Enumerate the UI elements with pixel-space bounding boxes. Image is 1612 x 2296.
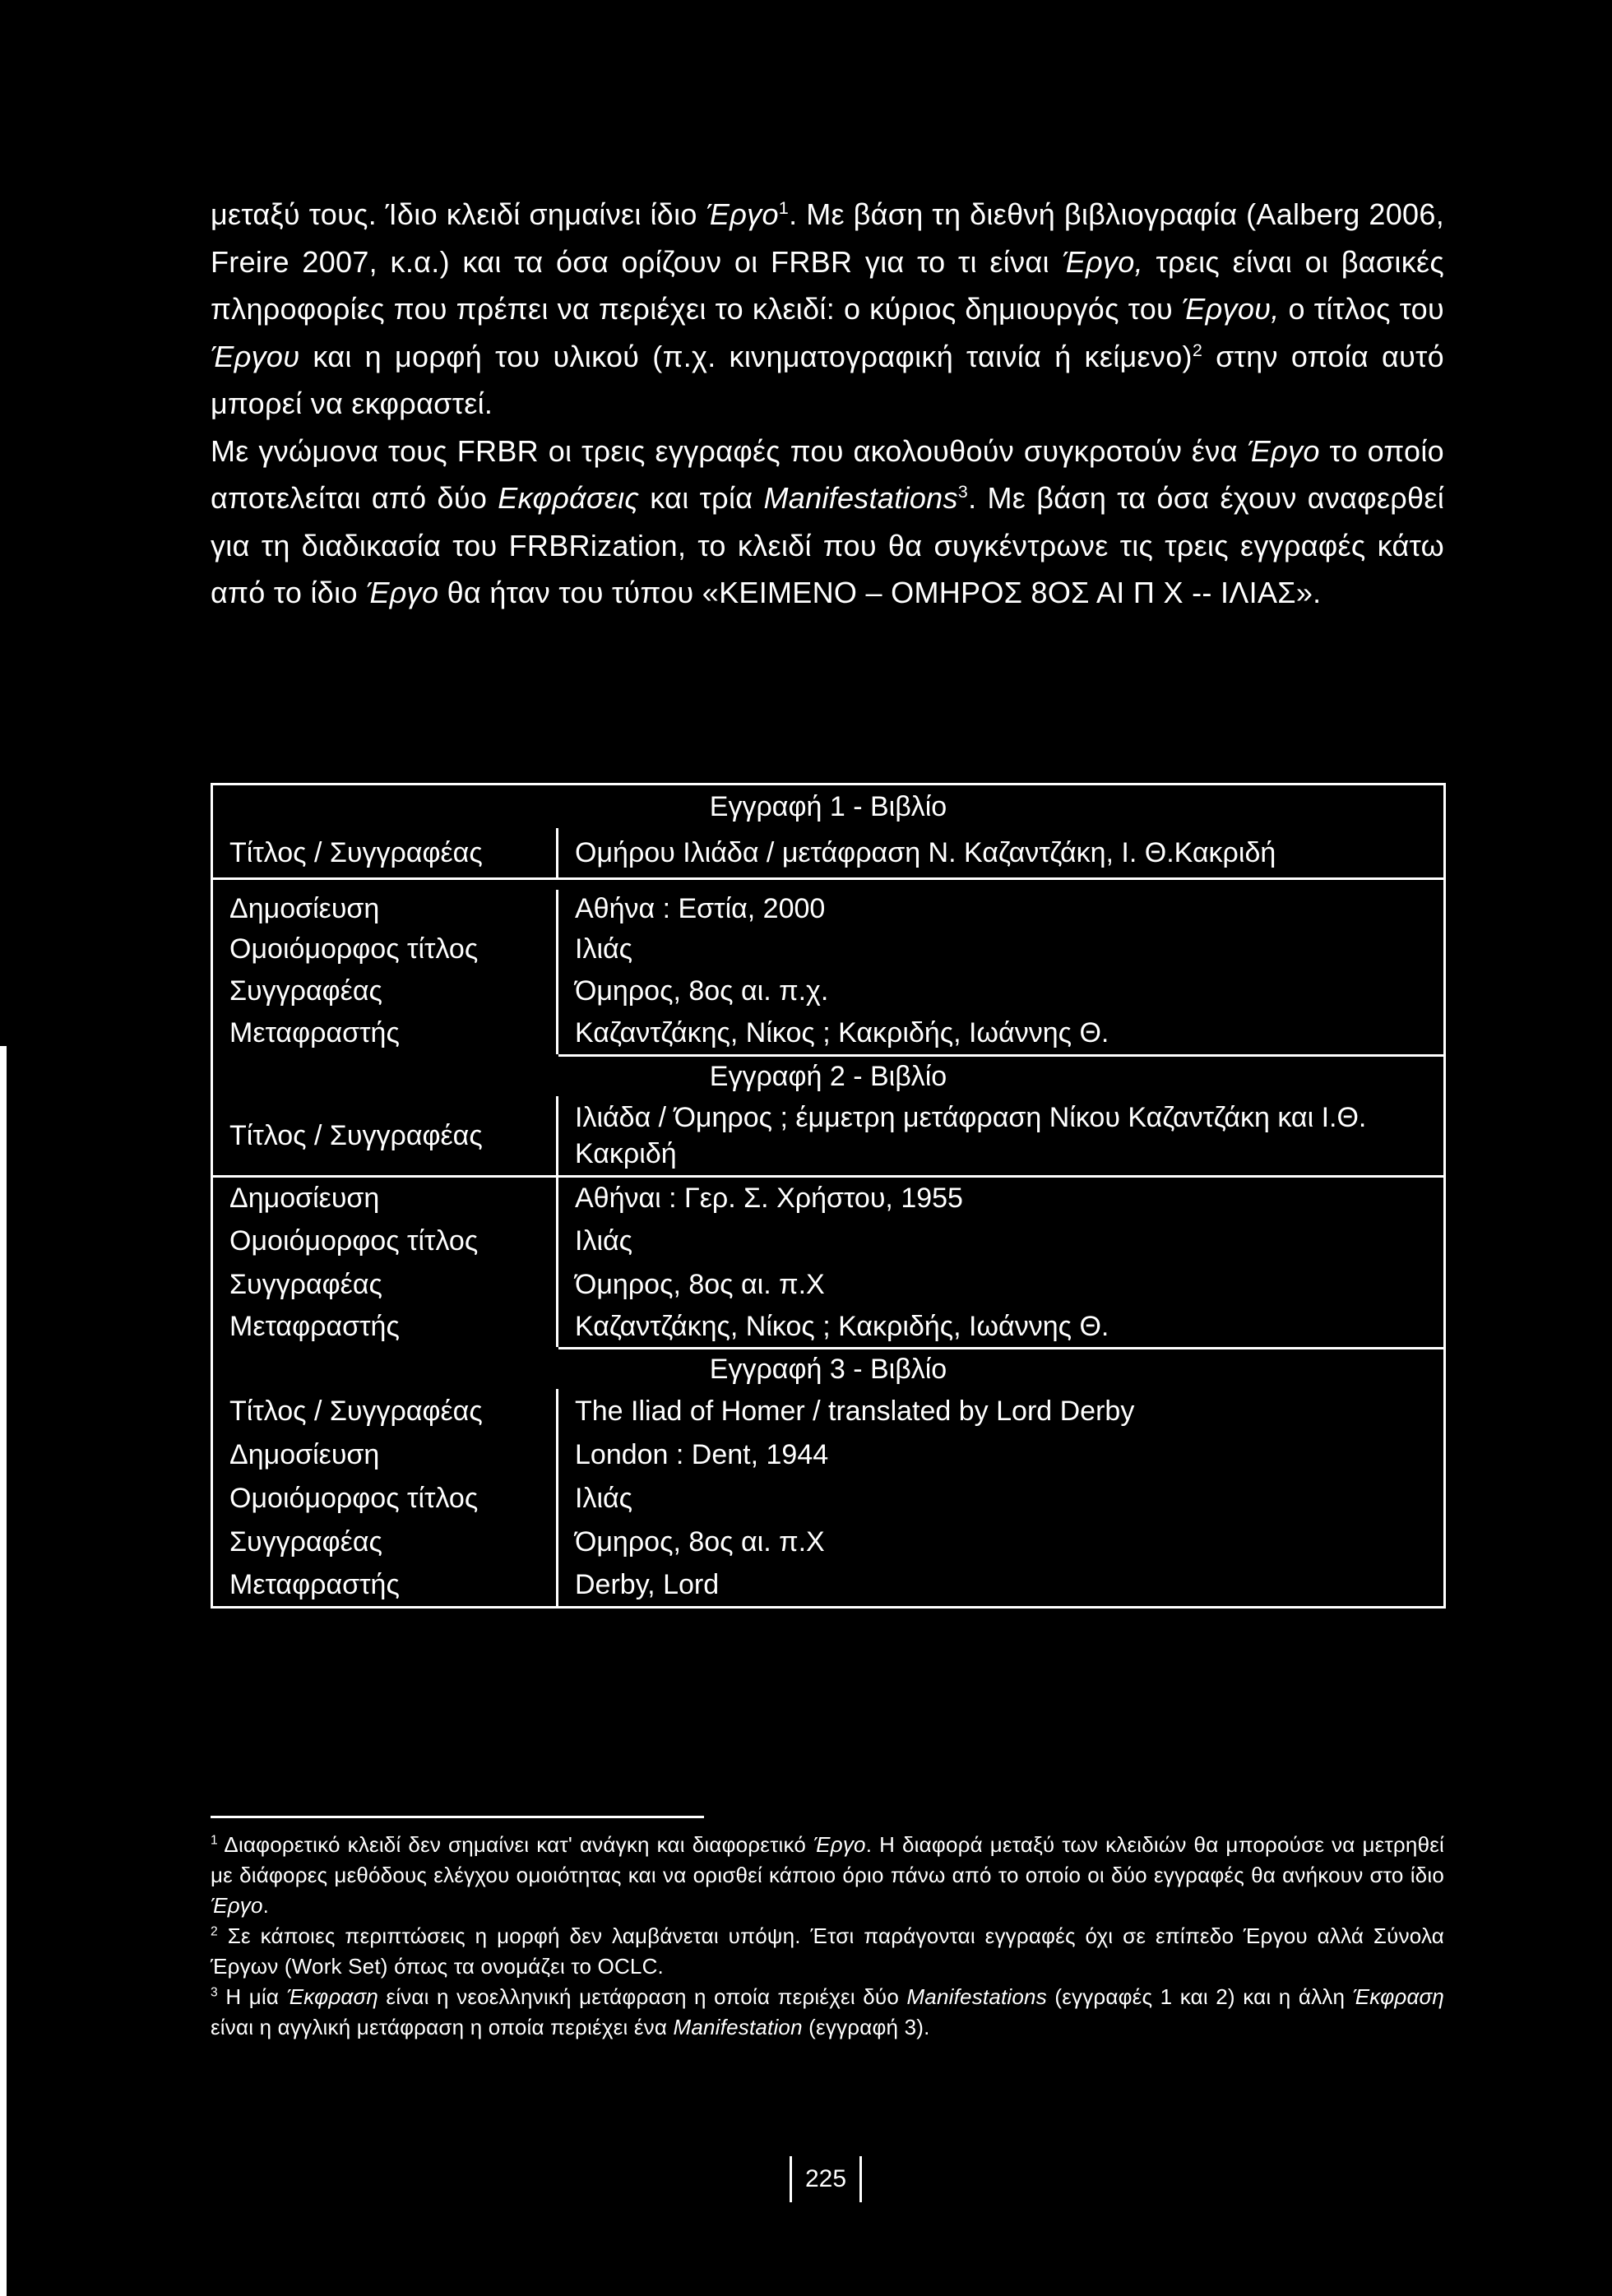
- text-span: . Η διαφορά μεταξύ των κλειδιών θα μπορούσε να μετρηθεί με διάφορες μεθόδους ελέγχου ομοιότητας και να ορισθεί κάποιο όριο πάνω από το οποίο οι δύο εγγραφές θα ανήκουν στο ίδιο: [211, 1832, 1444, 1887]
- table-row: [213, 828, 1443, 877]
- italic-term: Έργο: [211, 1893, 263, 1918]
- row-value: Ιλιάς: [575, 1482, 633, 1514]
- text-span: και τρία: [639, 481, 764, 515]
- italic-term: Έργο: [813, 1832, 866, 1857]
- row-label: Μεταφραστής: [213, 1563, 558, 1606]
- paragraph-1: [211, 191, 1444, 428]
- footnotes: [211, 1830, 1444, 2043]
- text-span: (εγγραφή 3).: [802, 2015, 930, 2039]
- row-label: Συγγραφέας: [213, 1521, 558, 1563]
- text-span: μεταξύ τους. Ίδιο κλειδί σημαίνει ίδιο: [211, 197, 706, 231]
- row-value: Ομήρου Ιλιάδα / μετάφραση Ν. Καζαντζάκη, Ι. Θ.Κακριδή: [575, 836, 1276, 868]
- italic-term: Manifestations: [906, 1984, 1047, 2009]
- text-span: .: [262, 1893, 270, 1918]
- footnote-ref[interactable]: 1: [778, 197, 790, 218]
- footnote-number: 1: [211, 1833, 218, 1848]
- footnote-1: [211, 1830, 1444, 1921]
- table-row: [213, 1178, 1443, 1219]
- table-row: [213, 970, 1443, 1012]
- text-span: Σε κάποιες περιπτώσεις η μορφή δεν λαμβάνεται υπόψη. Έτσι παράγονται εγγραφές όχι σε επίπεδο Έργου αλλά Σύνολα Έργων (Work Set) όπως τα ονομάζει το OCLC.: [211, 1923, 1444, 1979]
- row-label: Δημοσίευση: [213, 1178, 558, 1219]
- record-heading: Εγγραφή 2 - Βιβλίο: [709, 1061, 947, 1092]
- row-value: Καζαντζάκης, Νίκος ; Κακριδής, Ιωάννης Θ.: [575, 1310, 1109, 1342]
- row-value: Όμηρος, 8ος αι. π.χ.: [575, 975, 829, 1007]
- divider: [213, 877, 1443, 880]
- text-span: (εγγραφές 1 και 2) και η άλλη: [1046, 1984, 1353, 2009]
- row-value: Καζαντζάκης, Νίκος ; Κακριδής, Ιωάννης Θ.: [575, 1017, 1109, 1048]
- text-span: . Με βάση τα όσα έχουν αναφερθεί για τη διαδικασία του FRBRization, το κλειδί που θα συγκέντρωνε τις τρεις εγγραφές κάτω από το ίδιο: [211, 481, 1445, 609]
- footnote-ref[interactable]: 3: [957, 481, 969, 502]
- records-table: [211, 783, 1446, 1609]
- table-row: [213, 1306, 1443, 1347]
- text-span: τρεις είναι οι βασικές πληροφορίες που πρέπει να περιέχει το κλειδί: ο κύριος δημιουργός του: [211, 244, 1445, 326]
- paragraph-2: [211, 428, 1444, 617]
- italic-term: Έργο: [1247, 433, 1320, 468]
- italic-term: Manifestations: [763, 481, 958, 515]
- row-label: Συγγραφέας: [213, 970, 558, 1012]
- row-label: Ομοιόμορφος τίτλος: [213, 1476, 558, 1521]
- row-value: Ιλιάδα / Όμηρος ; έμμετρη μετάφραση Νίκου Καζαντζάκη και Ι.Θ. Κακριδή: [575, 1102, 1367, 1169]
- row-label: Τίτλος / Συγγραφέας: [213, 1389, 558, 1433]
- table-row: [213, 1263, 1443, 1306]
- footnote-number: 3: [211, 1985, 218, 2000]
- row-value: Αθήνα : Εστία, 2000: [575, 893, 826, 924]
- italic-term: Manifestation: [673, 2015, 803, 2039]
- row-value: Όμηρος, 8ος αι. π.Χ: [575, 1525, 825, 1558]
- table-row: [213, 928, 1443, 970]
- italic-term: Εκφράσεις: [498, 481, 640, 515]
- text-span: Με γνώμονα τους FRBR οι τρεις εγγραφές που ακολουθούν συγκροτούν ένα: [211, 433, 1248, 468]
- table-row: [213, 1563, 1443, 1606]
- row-value: Derby, Lord: [575, 1568, 720, 1600]
- text-span: . Με βάση τη διεθνή βιβλιογραφία (Aalberg 2006, Freire 2007, κ.α.) και τα όσα ορίζουν οι FRBR για το τι είναι: [211, 197, 1444, 279]
- text-span: στην οποία αυτό μπορεί να εκφραστεί.: [211, 339, 1444, 420]
- italic-term: Έργου,: [1181, 292, 1280, 326]
- table-row: [213, 1433, 1443, 1476]
- footnote-divider: [211, 1816, 704, 1818]
- italic-term: Έργο: [706, 197, 779, 231]
- row-label: Τίτλος / Συγγραφέας: [213, 1096, 558, 1175]
- row-value: Αθήναι : Γερ. Σ. Χρήστου, 1955: [575, 1182, 963, 1214]
- table-row: [213, 890, 1443, 928]
- italic-term: Έκφραση: [1352, 1984, 1444, 2009]
- row-label: Ομοιόμορφος τίτλος: [213, 928, 558, 970]
- table-row: [213, 1012, 1443, 1054]
- footnote-ref[interactable]: 2: [1192, 339, 1203, 360]
- italic-term: Έργο,: [1062, 244, 1143, 279]
- row-label: Συγγραφέας: [213, 1263, 558, 1306]
- row-label: Τίτλος / Συγγραφέας: [213, 828, 558, 877]
- row-value: Ιλιάς: [575, 933, 633, 965]
- table-row: [213, 1096, 1443, 1175]
- text-span: το οποίο αποτελείται από δύο: [211, 433, 1444, 515]
- footnote-number: 2: [211, 1924, 218, 1939]
- italic-term: Έκφραση: [286, 1984, 378, 2009]
- page-edge-bar: [0, 1046, 7, 2296]
- footnote-3: [211, 1982, 1444, 2043]
- record-heading: Εγγραφή 1 - Βιβλίο: [709, 791, 947, 822]
- table-row: [213, 1219, 1443, 1263]
- row-value: Ιλιάς: [575, 1224, 633, 1257]
- row-label: Μεταφραστής: [213, 1012, 558, 1054]
- row-value: London : Dent, 1944: [575, 1438, 829, 1470]
- row-label: Δημοσίευση: [213, 890, 558, 928]
- table-row: [213, 1521, 1443, 1563]
- page-number: 225: [790, 2156, 862, 2202]
- text-span: είναι η νεοελληνική μετάφραση η οποία περιέχει δύο: [378, 1984, 907, 2009]
- row-label: Δημοσίευση: [213, 1433, 558, 1476]
- row-value: The Iliad of Homer / translated by Lord Derby: [575, 1395, 1135, 1427]
- text-span: είναι η αγγλική μετάφραση η οποία περιέχει ένα: [211, 2015, 674, 2039]
- text-span: Η μία: [217, 1984, 287, 2009]
- row-label: Ομοιόμορφος τίτλος: [213, 1219, 558, 1263]
- row-label: Μεταφραστής: [213, 1306, 558, 1347]
- table-row: [213, 1389, 1443, 1433]
- italic-term: Έργου: [211, 339, 300, 373]
- text-span: Διαφορετικό κλειδί δεν σημαίνει κατ' ανάγκη και διαφορετικό: [217, 1832, 814, 1857]
- record-heading: Εγγραφή 3 - Βιβλίο: [709, 1354, 947, 1385]
- body-text: [211, 191, 1444, 617]
- footnote-2: [211, 1921, 1444, 1982]
- row-value: Όμηρος, 8ος αι. π.Χ: [575, 1268, 825, 1300]
- table-row: [213, 1476, 1443, 1521]
- text-span: και η μορφή του υλικού (π.χ. κινηματογραφική ταινία ή κείμενο): [299, 339, 1193, 373]
- text-span: ο τίτλος του: [1279, 292, 1444, 326]
- italic-term: Έργο: [366, 576, 439, 609]
- text-span: θα ήταν του τύπου «ΚΕΙΜΕΝΟ – ΟΜΗΡΟΣ 8ΟΣ ΑΙ Π Χ -- ΙΛΙΑΣ».: [438, 576, 1322, 609]
